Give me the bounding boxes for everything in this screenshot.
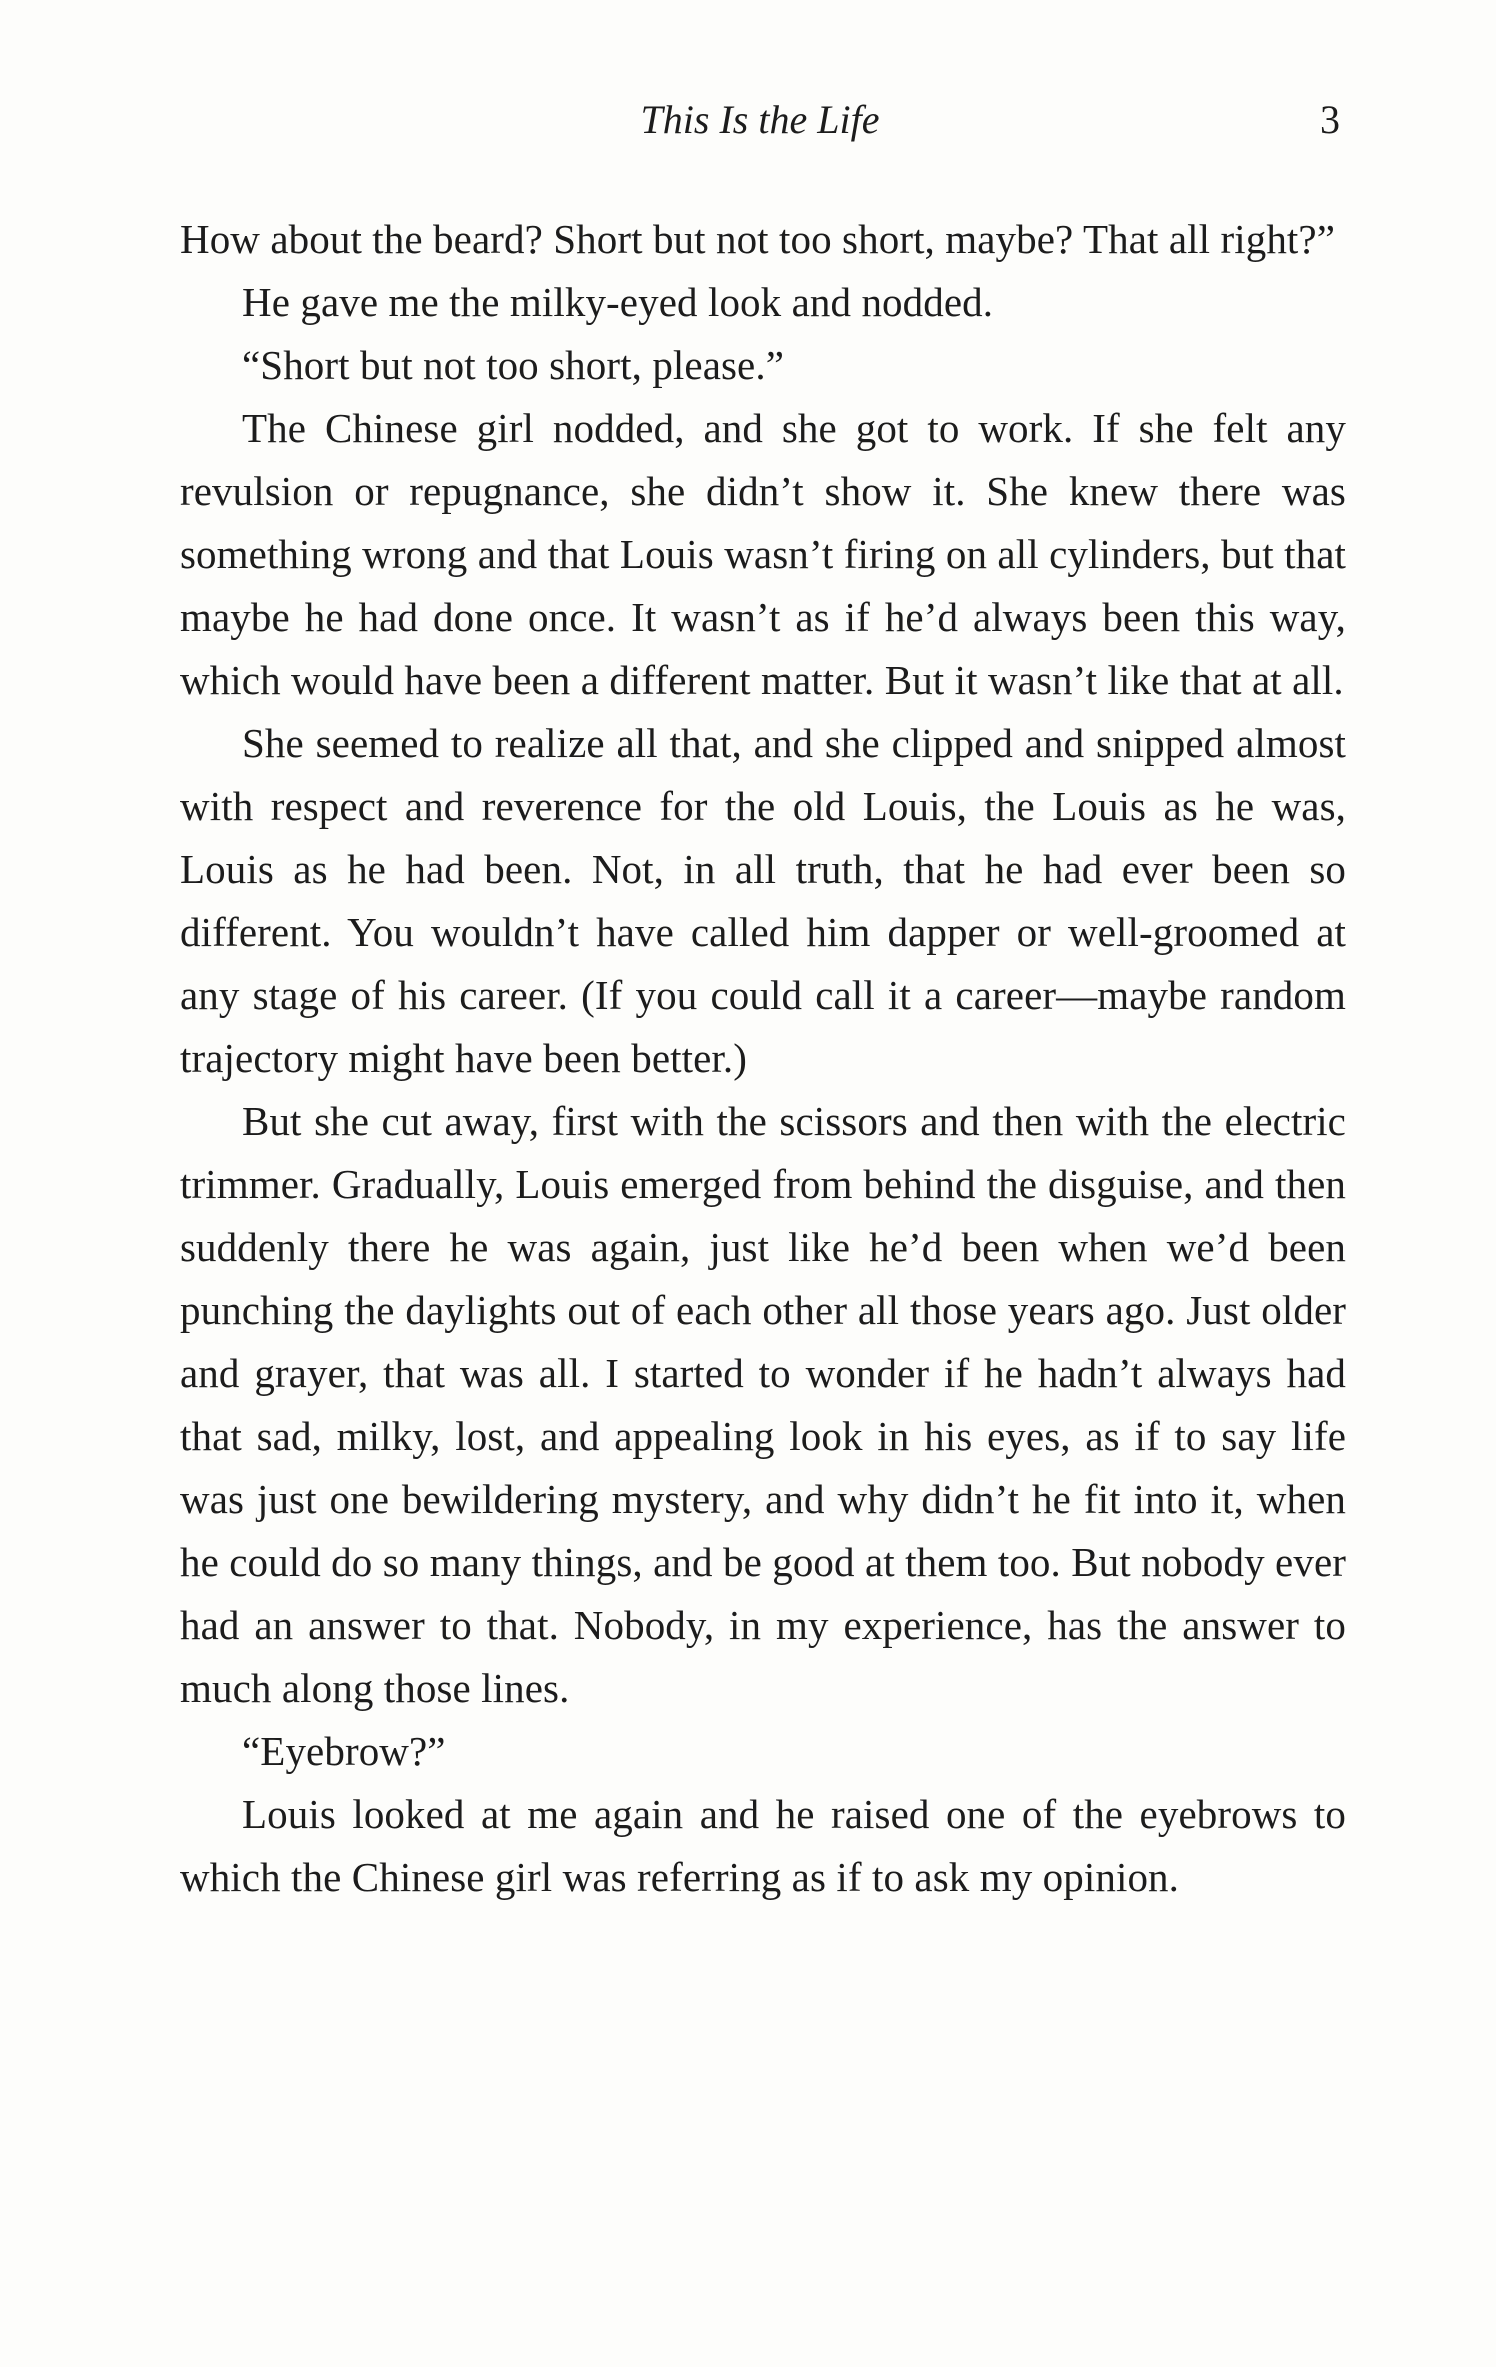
body-text — [180, 208, 1346, 1909]
paragraph: She seemed to realize all that, and she clipped and snipped almost with respect and reverence for the old Louis, the Louis as he was, Louis as he had been. Not, in all truth, that he had ever been so different. You wouldn’t have called him dapper or well-groomed at any stage of his career. (If you could call it a career—maybe random trajectory might have been better.) — [180, 720, 1346, 1081]
paragraph: Louis looked at me again and he raised one of the eyebrows to which the Chinese girl was referring as if to ask my opinion. — [180, 1791, 1346, 1900]
paragraph: “Short but not too short, please.” — [242, 342, 785, 388]
running-title: This Is the Life — [640, 97, 880, 142]
paragraph: How about the beard? Short but not too short, maybe? That all right?” — [180, 216, 1335, 262]
paragraph: But she cut away, first with the scissors and then with the electric trimmer. Gradually, Louis emerged from behind the disguise, and then suddenly there he was again, just like he’d been when we’d been punching the daylights out of each other all those years ago. Just older and grayer, that was all. I started to wonder if he hadn’t always had that sad, milky, lost, and appealing look in his eyes, as if to say life was just one bewildering mystery, and why didn’t he fit into it, when he could do so many things, and be good at them too. But nobody ever had an answer to that. Nobody, in my experience, has the answer to much along those lines. — [180, 1098, 1347, 1711]
running-head — [180, 90, 1340, 150]
page-number: 3 — [1320, 97, 1340, 142]
paragraph: The Chinese girl nodded, and she got to work. If she felt any revulsion or repugnance, she didn’t show it. She knew there was something wrong and that Louis wasn’t firing on all cylinders, but that maybe he had done once. It wasn’t as if he’d always been this way, which would have been a different matter. But it wasn’t like that at all. — [180, 405, 1346, 703]
paragraph: He gave me the milky-eyed look and nodded. — [242, 279, 994, 325]
paragraph: “Eyebrow?” — [242, 1728, 446, 1774]
